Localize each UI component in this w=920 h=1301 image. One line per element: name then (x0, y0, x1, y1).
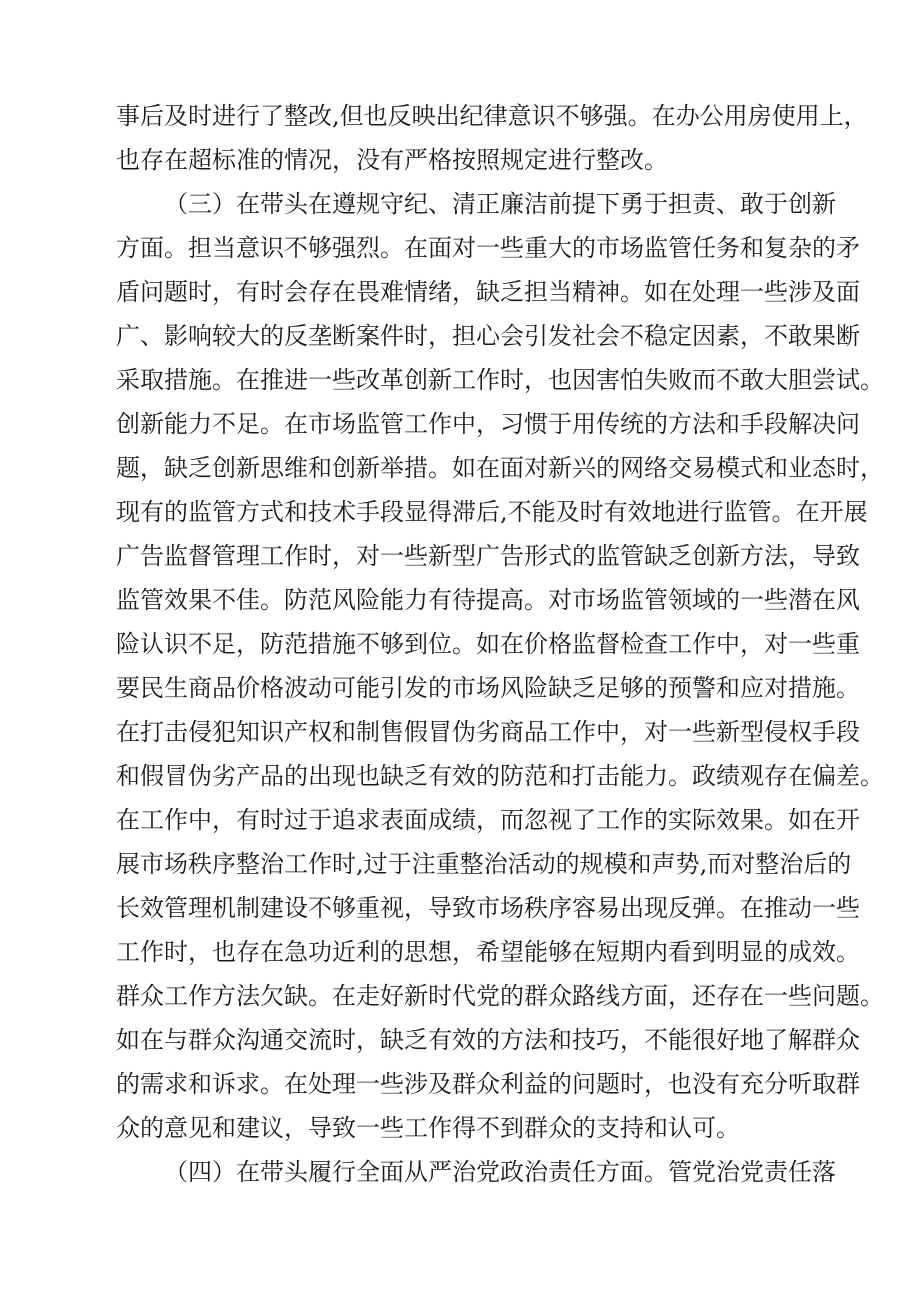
text-line: 和假冒伪劣产品的出现也缺乏有效的防范和打击能力。政绩观存在偏差。 (116, 762, 884, 790)
text-line: 的需求和诉求。在处理一些涉及群众利益的问题时，也没有充分听取群 (116, 1070, 860, 1098)
text-line: 题，缺乏创新思维和创新举措。如在面对新兴的网络交易模式和业态时， (116, 454, 884, 482)
text-line: 广、影响较大的反垄断案件时，担心会引发社会不稳定因素，不敢果断 (116, 322, 860, 350)
text-line: 如在与群众沟通交流时，缺乏有效的方法和技巧，不能很好地了解群众 (116, 1026, 860, 1054)
text-line: 长效管理机制建设不够重视，导致市场秩序容易出现反弹。在推动一些 (116, 894, 860, 922)
text-line: 监管效果不佳。防范风险能力有待提高。对市场监管领域的一些潜在风 (116, 586, 860, 614)
text-line: 广告监督管理工作时，对一些新型广告形式的监管缺乏创新方法，导致 (116, 542, 860, 570)
text-line: 创新能力不足。在市场监管工作中，习惯于用传统的方法和手段解决问 (116, 410, 860, 438)
text-line: 也存在超标准的情况，没有严格按照规定进行整改。 (116, 146, 668, 174)
text-line: 要民生商品价格波动可能引发的市场风险缺乏足够的预警和应对措施。 (116, 674, 860, 702)
text-line: 群众工作方法欠缺。在走好新时代党的群众路线方面，还存在一些问题。 (116, 982, 884, 1010)
text-line: （四）在带头履行全面从严治党政治责任方面。管党治党责任落 (164, 1158, 836, 1186)
text-line: 方面。担当意识不够强烈。在面对一些重大的市场监管任务和复杂的矛 (116, 234, 860, 262)
text-line: 工作时，也存在急功近利的思想，希望能够在短期内看到明显的成效。 (116, 938, 860, 966)
text-line: 在打击侵犯知识产权和制售假冒伪劣商品工作中，对一些新型侵权手段 (116, 718, 860, 746)
text-line: （三）在带头在遵规守纪、清正廉洁前提下勇于担责、敢于创新 (164, 190, 836, 218)
text-line: 险认识不足，防范措施不够到位。如在价格监督检查工作中，对一些重 (116, 630, 860, 658)
text-line: 展市场秩序整治工作时,过于注重整治活动的规模和声势,而对整治后的 (116, 850, 852, 878)
text-line: 众的意见和建议，导致一些工作得不到群众的支持和认可。 (116, 1114, 740, 1142)
text-line: 采取措施。在推进一些改革创新工作时，也因害怕失败而不敢大胆尝试。 (116, 366, 884, 394)
text-line: 事后及时进行了整改,但也反映出纪律意识不够强。在办公用房使用上， (116, 102, 868, 130)
text-line: 盾问题时，有时会存在畏难情绪，缺乏担当精神。如在处理一些涉及面 (116, 278, 860, 306)
text-line: 现有的监管方式和技术手段显得滞后,不能及时有效地进行监管。在开展 (116, 498, 868, 526)
text-line: 在工作中，有时过于追求表面成绩，而忽视了工作的实际效果。如在开 (116, 806, 860, 834)
